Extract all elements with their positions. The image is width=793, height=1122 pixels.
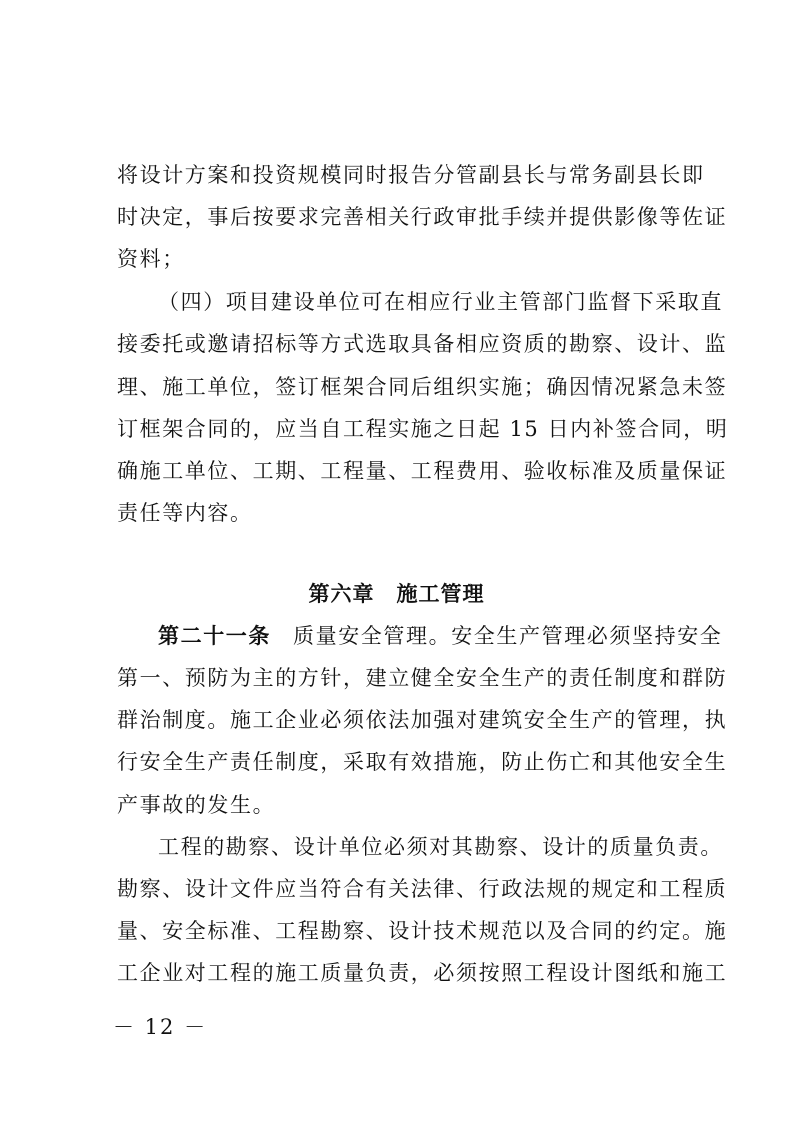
paragraph-line: 工程的勘察、设计单位必须对其勘察、设计的质量负责。 [158,835,723,859]
paragraph-line: 第一、预防为主的方针，建立健全安全生产的责任制度和群防 [117,666,728,690]
paragraph-line: 理、施工单位，签订框架合同后组织实施；确因情况紧急未签 [117,375,728,399]
chapter-title: 施工管理 [396,582,485,606]
paragraph-line: 责任等内容。 [117,501,253,525]
article-first-line [158,621,723,651]
chapter-heading [0,579,793,609]
paragraph-line: 工企业对工程的施工质量负责，必须按照工程设计图纸和施工 [117,961,728,985]
paragraph-line: 量、安全标准、工程勘察、设计技术规范以及合同的约定。施 [117,919,728,943]
paragraph-line: 时决定，事后按要求完善相关行政审批手续并提供影像等佐证 [117,205,728,229]
page-number: － 12 － [113,1015,208,1039]
paragraph-line: （四）项目建设单位可在相应行业主管部门监督下采取直 [158,290,723,314]
chapter-number: 第六章 [308,582,375,606]
paragraph-line: 将设计方案和投资规模同时报告分管副县长与常务副县长即 [117,163,705,187]
paragraph-line: 接委托或邀请招标等方式选取具备相应资质的勘察、设计、监 [117,332,728,356]
paragraph-line: 资料； [117,247,185,271]
article-text: 质量安全管理。安全生产管理必须坚持安全 [293,624,723,648]
paragraph-line: 确施工单位、工期、工程量、工程费用、验收标准及质量保证 [117,459,728,483]
paragraph-line: 订框架合同的，应当自工程实施之日起 15 日内补签合同，明 [117,417,729,441]
article-label: 第二十一条 [158,624,271,648]
paragraph-line: 群治制度。施工企业必须依法加强对建筑安全生产的管理，执 [117,708,728,732]
paragraph-line: 行安全生产责任制度，采取有效措施，防止伤亡和其他安全生 [117,750,728,774]
paragraph-line: 产事故的发生。 [117,793,276,817]
paragraph-line: 勘察、设计文件应当符合有关法律、行政法规的规定和工程质 [117,877,728,901]
